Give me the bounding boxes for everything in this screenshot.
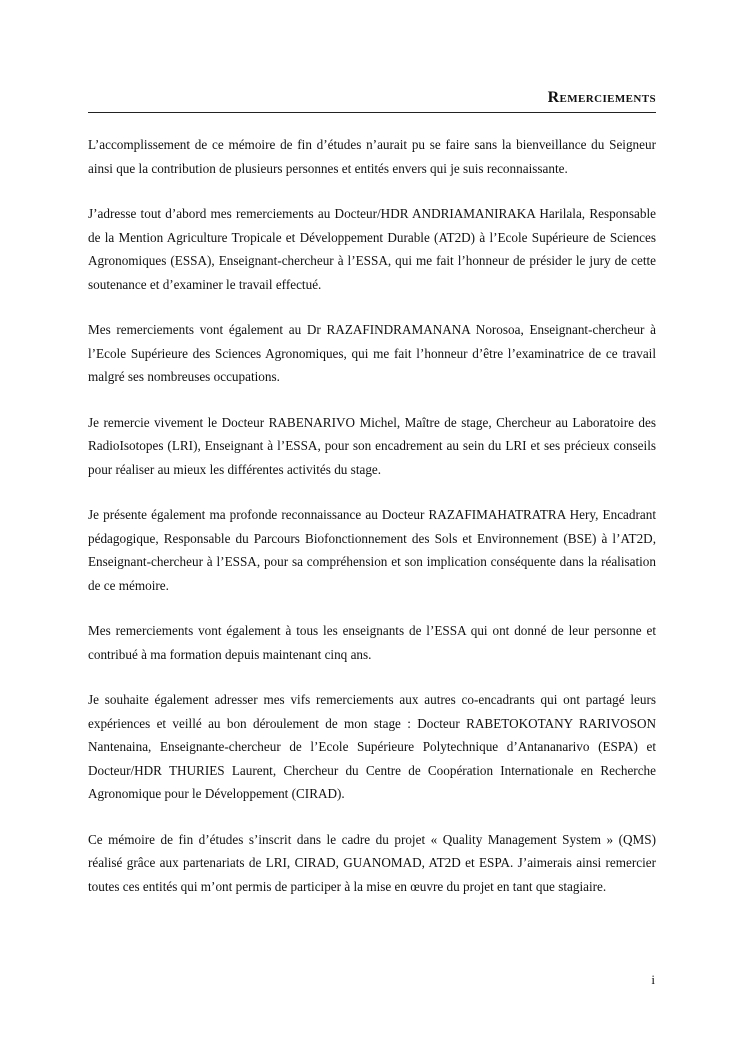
paragraph-intro: L’accomplissement de ce mémoire de fin d’études n’aurait pu se faire sans la bienveillance du Seigneur ainsi que la contribution de plusieurs personnes et entités envers qui je suis reconnaissante. bbox=[88, 137, 656, 176]
paragraph-teachers: Mes remerciements vont également à tous les enseignants de l’ESSA qui ont donné de leur personne et contribué à ma formation depuis maintenant cinq ans. bbox=[88, 623, 656, 662]
page-title: Remerciements bbox=[547, 89, 656, 106]
section-header bbox=[88, 84, 656, 113]
paragraph-co-supervisors: Je souhaite également adresser mes vifs remerciements aux autres co-encadrants qui ont partagé leurs expériences et veillé au bon déroulement de mon stage : Docteur RABETOKOTANY RARIVOSON Nantenaina, Enseignante-chercheur de l’Ecole Supérieure Polytechnique d’Antananarivo (ESPA) et Docteur/HDR THURIES Laurent, Chercheur du Centre de Coopération Internationale en Recherche Agronomique pour le Développement (CIRAD). bbox=[88, 692, 656, 801]
paragraph-project: Ce mémoire de fin d’études s’inscrit dans le cadre du projet « Quality Management System » (QMS) réalisé grâce aux partenariats de LRI, CIRAD, GUANOMAD, AT2D et ESPA. J’aimerais ainsi remercier toutes ces entités qui m’ont permis de participer à la mise en œuvre du projet en tant que stagiaire. bbox=[88, 831, 656, 894]
paragraph-examiner: Mes remerciements vont également au Dr RAZAFINDRAMANANA Norosoa, Enseignant-chercheur à l’Ecole Supérieure des Sciences Agronomiques, qui me fait l’honneur d’être l’examinatrice de ce travail malgré ses nombreuses occupations. bbox=[88, 322, 656, 384]
acknowledgements-body bbox=[88, 133, 656, 920]
page-number: i bbox=[651, 972, 655, 987]
paragraph-academic-supervisor: Je présente également ma profonde reconnaissance au Docteur RAZAFIMAHATRATRA Hery, Encadrant pédagogique, Responsable du Parcours Biofonctionnement des Sols et Environnement (BSE) à l’AT2D, Enseignant-chercheur à l’ESSA, pour sa compréhension et son implication conséquente dans la réalisation de ce mémoire. bbox=[88, 507, 656, 593]
paragraph-internship-supervisor: Je remercie vivement le Docteur RABENARIVO Michel, Maître de stage, Chercheur au Laboratoire des RadioIsotopes (LRI), Enseignant à l’ESSA, pour son encadrement au sein du LRI et ses précieux conseils pour réaliser au mieux les différentes activités du stage. bbox=[88, 414, 656, 477]
paragraph-jury-president: J’adresse tout d’abord mes remerciements au Docteur/HDR ANDRIAMANIRAKA Harilala, Responsable de la Mention Agriculture Tropicale et Développement Durable (AT2D) à l’Ecole Supérieure de Sciences Agronomiques (ESSA), Enseignant-chercheur à l’ESSA, qui me fait l’honneur de présider le jury de cette soutenance et d’examiner le travail effectué. bbox=[88, 206, 656, 292]
